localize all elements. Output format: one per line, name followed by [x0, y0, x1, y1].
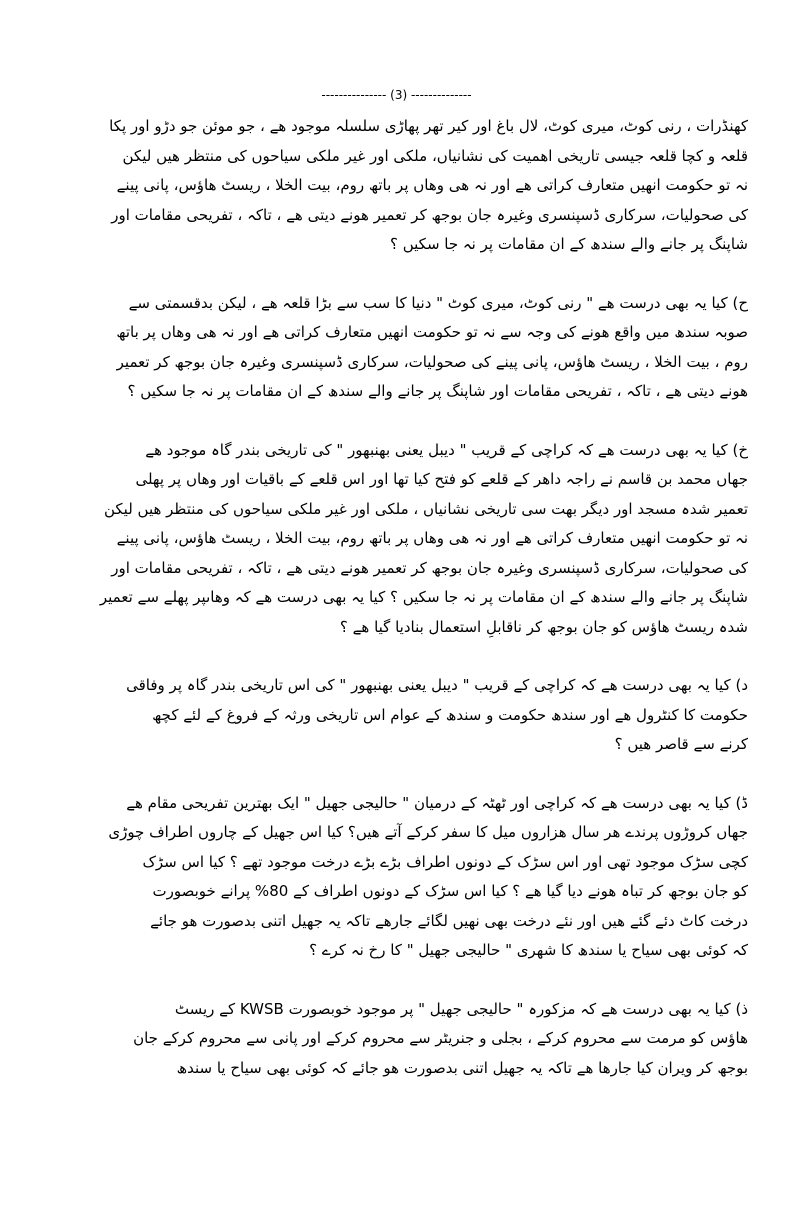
- text-line: روم ، بیت الخلا ، ریسٹ ھاؤس، پانی پینے کی صحولیات، سرکاری ڈسپنسری وغیرہ جان بوجھ کر تعمیر: [116, 352, 748, 371]
- text-line: درخت کاٹ دئے گئے ھیں اور نئے درخت بھی نھیں لگائے جارھے تاکہ یہ جھیل اتنی بدصورت ھو جائے: [150, 911, 748, 930]
- text-line: کو جان بوجھ کر تباہ ھونے دیا گیا ھے ؟ کیا اس سڑک کے دونوں اطراف کے 80% پرانے خوبصورت: [152, 882, 748, 900]
- text-line: قلعہ و کچا قلعہ جیسی تاریخی اھمیت کی نشانیاں، ملکی اور غیر ملکی سیاحوں کی منتظر ھیں لیکن: [122, 146, 748, 165]
- paragraph-1: [46, 112, 748, 260]
- text-line: حکومت کا کنٹرول ھے اور سندھ حکومت و سندھ کے عوام اس تاریخی ورثہ کے فروغ کے لئے کچھ: [152, 705, 748, 724]
- text-line: نہ تو حکومت انھیں متعارف کراتی ھے اور نہ ھی وھاں پر باتھ روم، بیت الخلا ، ریسٹ ھاؤس، پانی پینے: [116, 529, 748, 547]
- text-line: ڈ) کیا یہ بھی درست ھے کہ کراچی اور ٹھٹہ کے درمیان " حالیجی جھیل " ایک بھترین تفریحی مقام ھے: [126, 793, 748, 812]
- text-line: خ) کیا یہ بھی درست ھے کہ کراچی کے قریب " دیبل یعنی بھنبھور " کی تاریخی بندر گاہ موجود ھے: [145, 440, 748, 459]
- paragraph-4: [46, 671, 748, 760]
- text-line: کی صحولیات، سرکاری ڈسپنسری وغیرہ جان بوجھ کر تعمیر ھونے دیتی ھے ، تاکہ ، تفریحی مقامات اور: [111, 558, 748, 577]
- text-line: جھاں محمد بن قاسم نے راجہ داھر کے قلعے کو فتح کیا تھا اور اس قلعے کے باقیات اور وھاں پر پھلی: [135, 470, 748, 488]
- text-line: ھونے دیتی ھے ، تاکہ ، تفریحی مقامات اور شاپنگ پر جانے والے سندھ کے ان مقامات پر نہ جا سکیں ؟: [127, 382, 748, 400]
- paragraph-6: [46, 995, 748, 1084]
- text-line: کرنے سے قاصر ھیں ؟: [614, 735, 748, 753]
- text-line: کہ کوئی بھی سیاح یا سندھ کا شھری " حالیجی جھیل " کا رخ نہ کرے ؟: [309, 941, 748, 959]
- paragraph-5: [46, 789, 748, 966]
- text-line: ھاؤس کو مرمت سے محروم کرکے ، بجلی و جنریٹر سے محروم کرکے اور پانی سے محروم کرکے جان: [133, 1029, 748, 1047]
- text-line: کی صحولیات، سرکاری ڈسپنسری وغیرہ جان بوجھ کر تعمیر ھونے دیتی ھے ، تاکہ ، تفریحی مقامات اور: [111, 205, 748, 224]
- text-line: کھنڈرات ، رنی کوٹ، میری کوٹ، لال باغ اور کیر تھر پھاڑی سلسلہ موجود ھے ، جو موئن جو دڑو اور پکا: [109, 117, 748, 135]
- text-line: ح) کیا یہ بھی درست ھے " رنی کوٹ، میری کوٹ " دنیا کا سب سے بڑا قلعہ ھے ، لیکن بدقسمتی سے: [128, 293, 748, 312]
- page-number-header: --------------- (3) --------------: [321, 88, 472, 102]
- text-line: نہ تو حکومت انھیں متعارف کراتی ھے اور نہ ھی وھاں پر باتھ روم، بیت الخلا ، ریسٹ ھاؤس، پانی پینے: [116, 176, 748, 194]
- text-line: جھاں کروڑوں پرندے ھر سال ھزاروں میل کا سفر کرکے آتے ھیں؟ کیا اس جھیل کے چاروں اطراف چوڑی: [108, 823, 748, 841]
- text-line: شدہ ریسٹ ھاؤس کو جان بوجھ کر ناقابلِ استعمال بنادیا گیا ھے ؟: [339, 617, 748, 636]
- text-line: کچی سڑک موجود تھی اور اس سڑک کے دونوں اطراف بڑے بڑے درخت موجود تھے ؟ کیا اس سڑک: [142, 852, 748, 871]
- text-line: شاپنگ پر جانے والے سندھ کے ان مقامات پر نہ جا سکیں ؟ کیا یہ بھی درست ھے کہ وھاںپر پھلے سے تعمیر: [99, 588, 748, 606]
- text-line: ذ) کیا یہ بھی درست ھے کہ مزکورہ " حالیجی جھیل " پر موجود خوبصورت KWSB کے ریسٹ: [174, 999, 748, 1018]
- text-line: شاپنگ پر جانے والے سندھ کے ان مقامات پر نہ جا سکیں ؟: [389, 235, 748, 253]
- text-line: تعمیر شدہ مسجد اور دیگر بھت سی تاریخی نشانیاں ، ملکی اور غیر ملکی سیاحوں کی منتظر ھیں لیکن: [103, 499, 748, 518]
- text-line: بوجھ کر ویران کیا جارھا ھے تاکہ یہ جھیل اتنی بدصورت ھو جائے کہ کوئی بھی سیاح یا سندھ: [176, 1058, 748, 1077]
- document-body: [46, 112, 748, 1112]
- text-line: د) کیا یہ بھی درست ھے کہ کراچی کے قریب " دیبل یعنی بھنبھور " کی اس تاریخی بندر گاہ پر وفاقی: [126, 676, 748, 694]
- text-line: صوبہ سندھ میں واقع ھونے کی وجہ سے نہ تو حکومت انھیں متعارف کراتی ھے اور نہ ھی وھاں پر باتھ: [116, 323, 748, 341]
- paragraph-2: [46, 289, 748, 407]
- paragraph-3: [46, 436, 748, 643]
